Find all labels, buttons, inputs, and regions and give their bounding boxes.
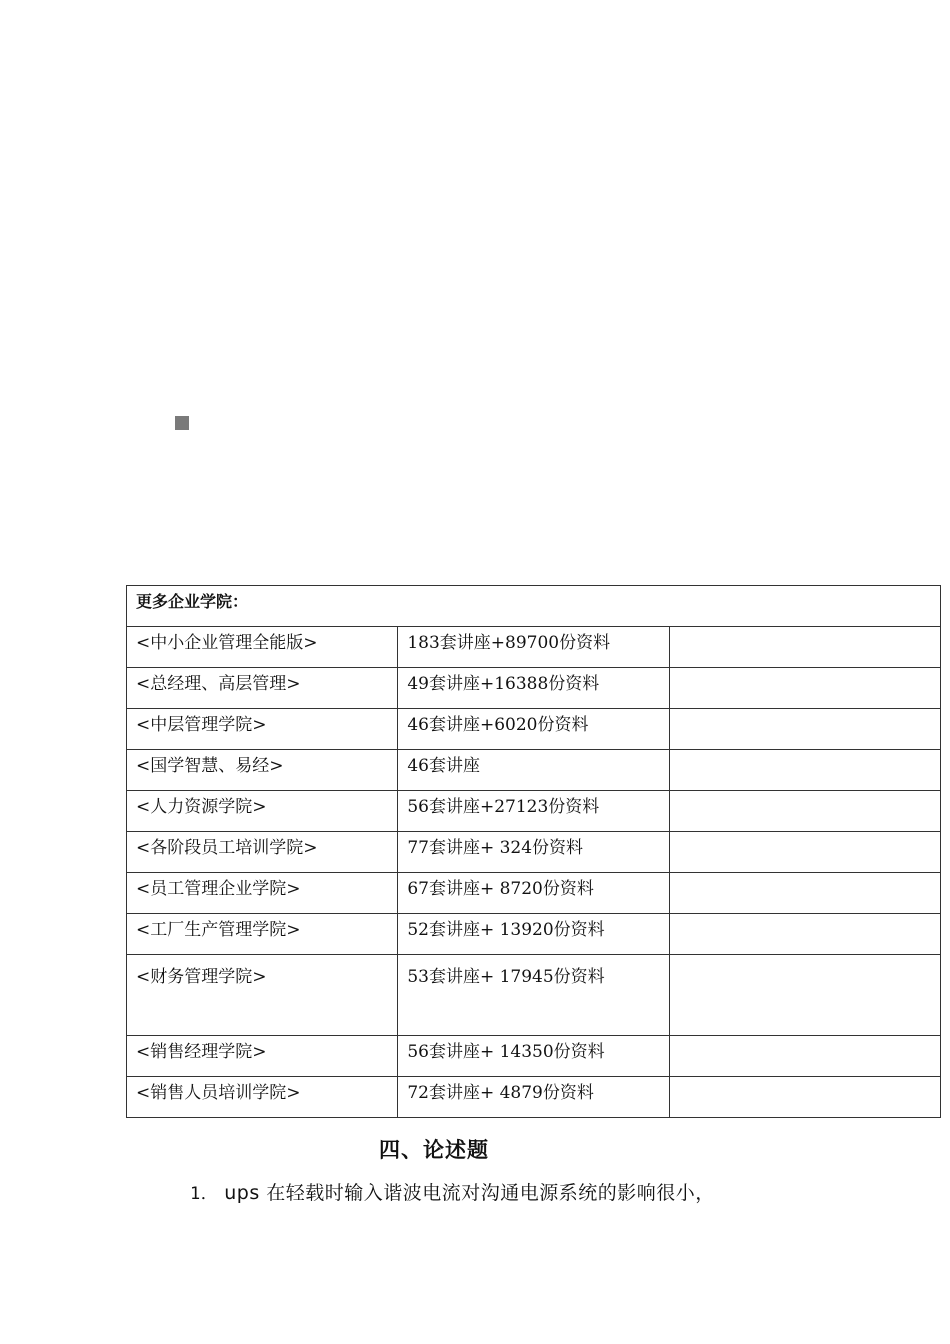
academy-name: <员工管理企业学院> [127,873,398,914]
empty-cell [669,627,940,668]
academy-name: <总经理、高层管理> [127,668,398,709]
academy-name: <中层管理学院> [127,709,398,750]
empty-cell [669,1036,940,1077]
academy-count: 46套讲座+6020份资料 [398,709,669,750]
table-header-row [127,586,941,627]
empty-cell [669,709,940,750]
table-row [127,955,941,1036]
empty-cell [669,750,940,791]
table-row [127,873,941,914]
question-text: ups 在轻载时输入谐波电流对沟通电源系统的影响很小， [224,1182,715,1204]
academy-name: <工厂生产管理学院> [127,914,398,955]
empty-cell [669,1077,940,1118]
empty-cell [669,791,940,832]
academy-name: <销售人员培训学院> [127,1077,398,1118]
academy-count: 46套讲座 [398,750,669,791]
table-row [127,709,941,750]
academy-count: 77套讲座+ 324份资料 [398,832,669,873]
academy-count: 183套讲座+89700份资料 [398,627,669,668]
question-number: 1． [190,1184,219,1204]
empty-cell [669,832,940,873]
academy-count: 52套讲座+ 13920份资料 [398,914,669,955]
table-row [127,1077,941,1118]
academy-count: 53套讲座+ 17945份资料 [398,955,669,1036]
section-title: 四、论述题 [379,1138,489,1162]
table-row [127,1036,941,1077]
table-row [127,832,941,873]
academy-name: <销售经理学院> [127,1036,398,1077]
academy-count: 72套讲座+ 4879份资料 [398,1077,669,1118]
bullet-square-icon [175,416,189,430]
table-header: 更多企业学院： [127,586,941,627]
academy-name: <国学智慧、易经> [127,750,398,791]
academy-count: 56套讲座+27123份资料 [398,791,669,832]
table-row [127,668,941,709]
empty-cell [669,914,940,955]
academy-name: <财务管理学院> [127,955,398,1036]
table-row [127,750,941,791]
academy-name: <各阶段员工培训学院> [127,832,398,873]
empty-cell [669,668,940,709]
academy-count: 56套讲座+ 14350份资料 [398,1036,669,1077]
academy-count: 49套讲座+16388份资料 [398,668,669,709]
academy-name: <中小企业管理全能版> [127,627,398,668]
table-row [127,914,941,955]
course-table [126,585,941,1118]
empty-cell [669,955,940,1036]
academy-count: 67套讲座+ 8720份资料 [398,873,669,914]
table-row [127,627,941,668]
table-row [127,791,941,832]
question-item [190,1178,715,1205]
empty-cell [669,873,940,914]
academy-name: <人力资源学院> [127,791,398,832]
